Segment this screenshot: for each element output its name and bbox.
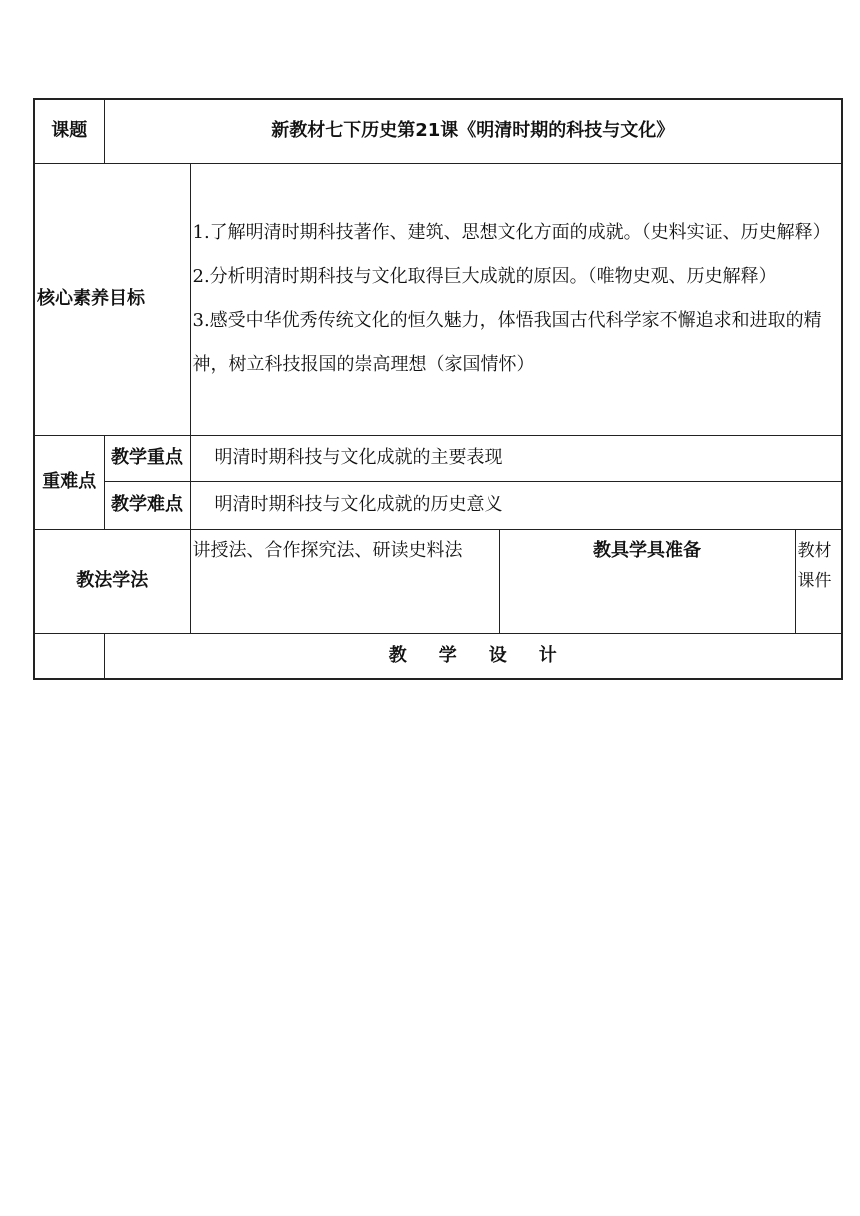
methods-row [34,529,842,633]
materials-value: 教材课件 [795,529,842,633]
topic-title: 新教材七下历史第21课《明清时期的科技与文化》 [104,99,842,163]
design-empty-cell [34,633,104,679]
design-row [34,633,842,679]
difficulty-value: 明清时期科技与文化成就的历史意义 [190,481,842,529]
key-points-label: 重难点 [34,435,104,529]
difficulty-row [34,481,842,529]
goals-label: 核心素养目标 [34,163,190,435]
methods-value: 讲授法、合作探究法、研读史料法 [190,529,499,633]
lesson-plan-table [33,98,843,680]
difficulty-label: 教学难点 [104,481,190,529]
focus-label: 教学重点 [104,435,190,481]
goal-item-3: 3.感受中华优秀传统文化的恒久魅力，体悟我国古代科学家不懈追求和进取的精神，树立科技报国的崇高理想（家国情怀） [192,310,822,375]
topic-row [34,99,842,163]
design-heading: 教学设计 [104,633,842,679]
goal-item-1: 1.了解明清时期科技著作、建筑、思想文化方面的成就。（史料实证、历史解释） [192,222,831,243]
focus-value: 明清时期科技与文化成就的主要表现 [190,435,842,481]
materials-label: 教具学具准备 [499,529,795,633]
focus-row [34,435,842,481]
topic-label: 课题 [34,99,104,163]
methods-label: 教法学法 [34,529,190,633]
goals-row [34,163,842,435]
goals-list [190,163,842,435]
goal-item-2: 2.分析明清时期科技与文化取得巨大成就的原因。（唯物史观、历史解释） [192,266,777,287]
